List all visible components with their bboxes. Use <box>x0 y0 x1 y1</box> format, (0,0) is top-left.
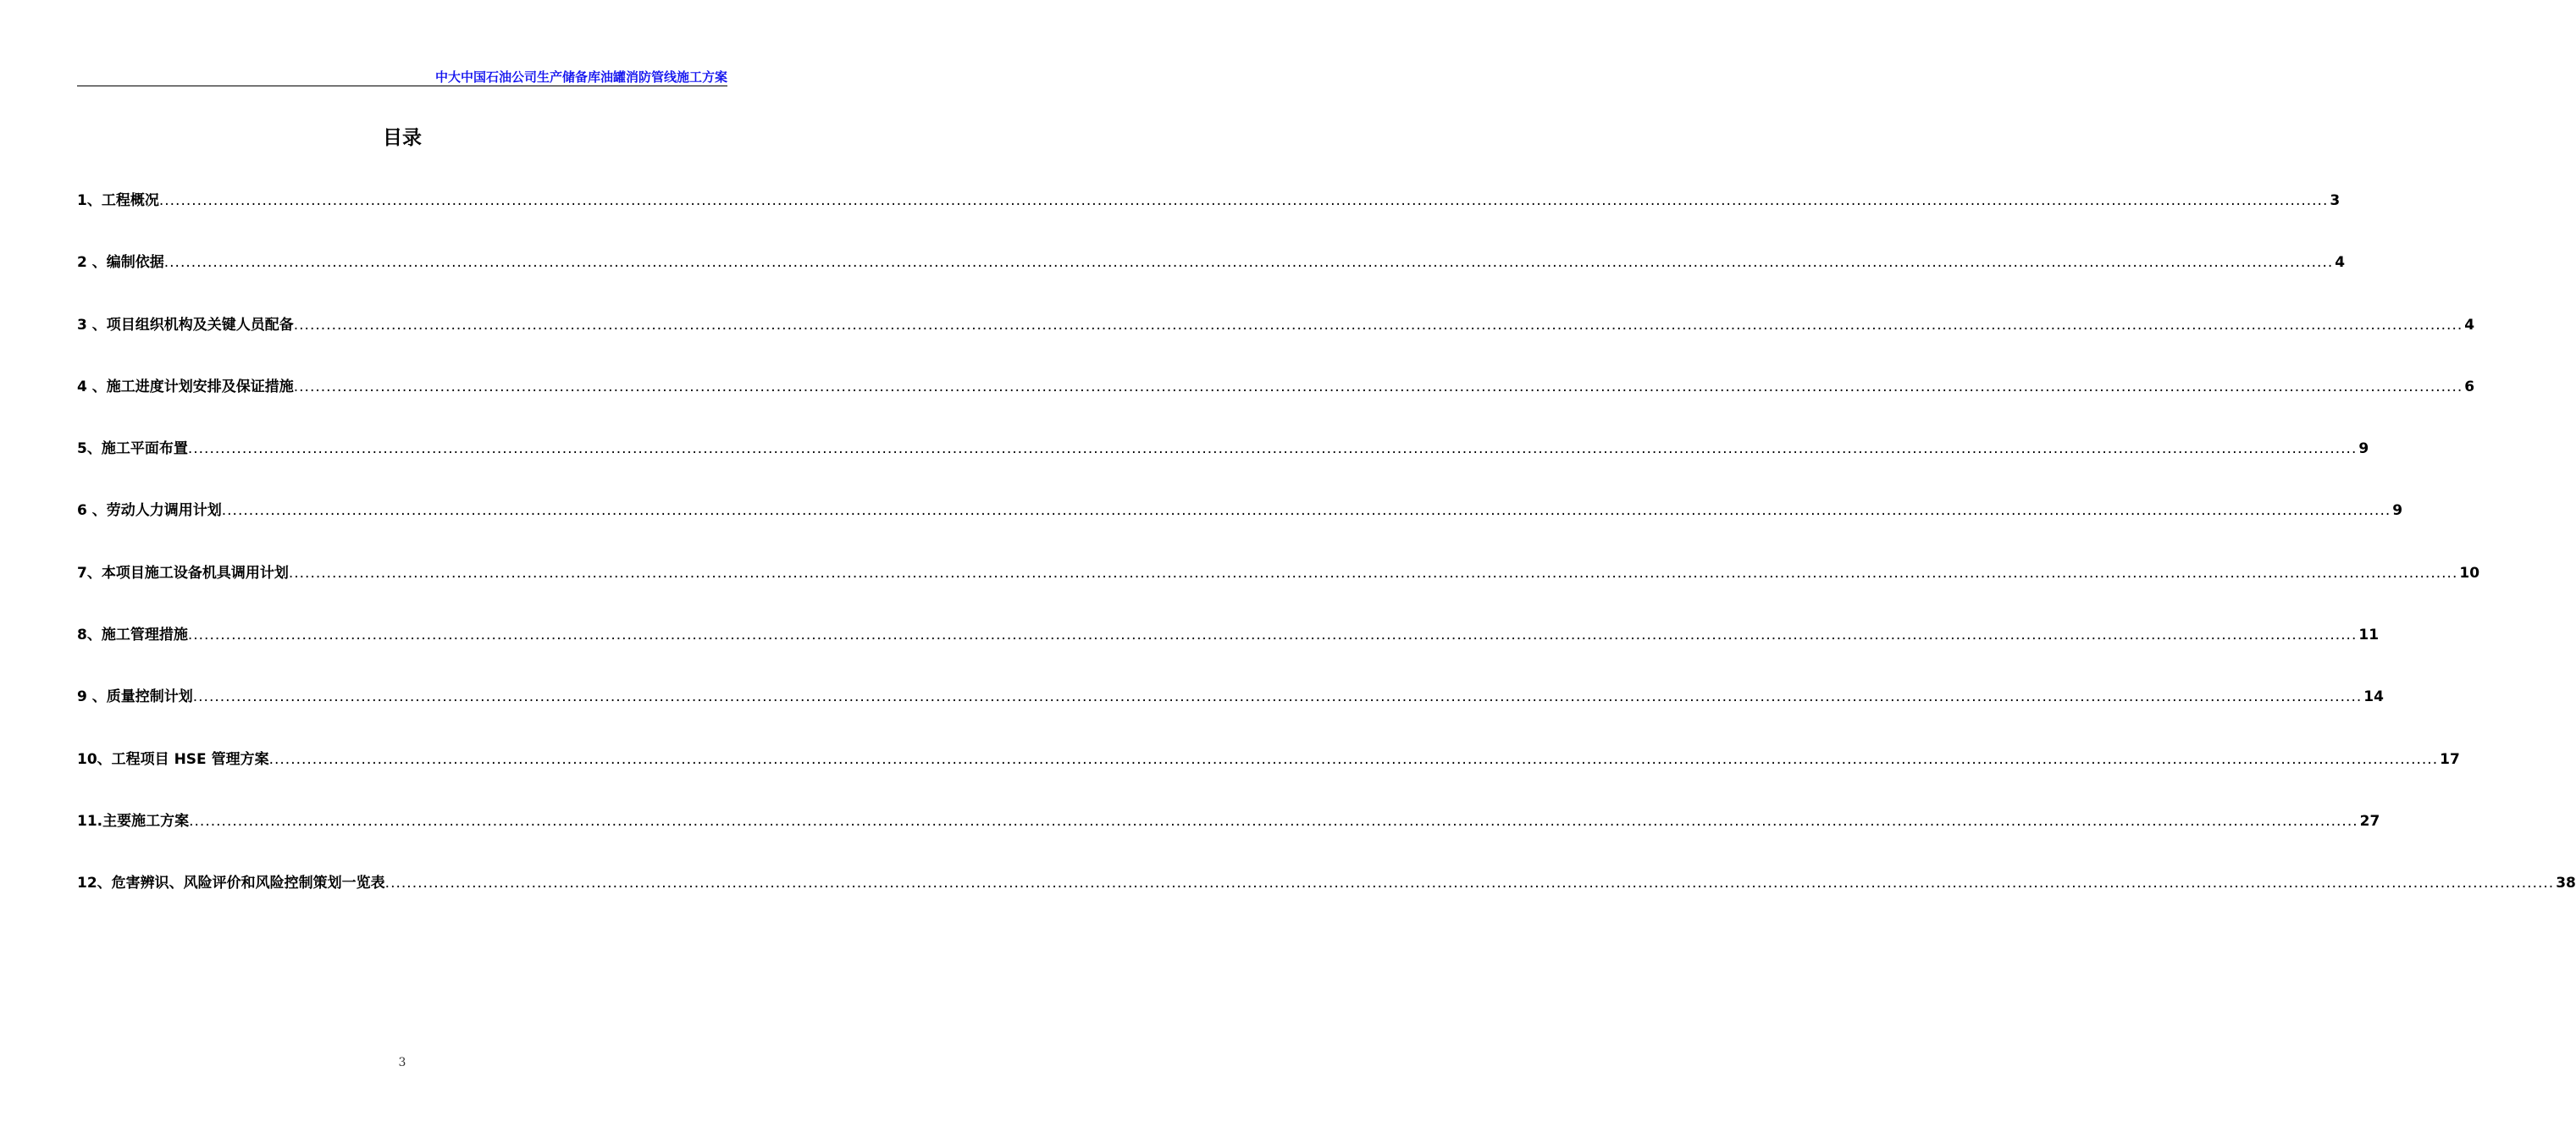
toc-entry-label: 7、本项目施工设备机具调用计划 <box>77 564 289 582</box>
toc-entry[interactable] <box>77 870 2576 932</box>
toc-entry-label: 9 、质量控制计划 <box>77 688 193 706</box>
toc-entry-label: 6 、劳动人力调用计划 <box>77 502 222 520</box>
toc-entry-page-number: 9 <box>2392 502 2403 520</box>
toc-entry[interactable] <box>77 312 2475 374</box>
toc-dot-leader: ................................................................................................................................................................................................................................................................................................................................................................................................................ <box>288 564 2458 582</box>
toc-title: 目录 <box>383 127 422 149</box>
toc-entry[interactable] <box>77 374 2475 436</box>
toc-list <box>77 188 2576 933</box>
toc-dot-leader: ................................................................................................................................................................................................................................................................................................................................................................................................................ <box>187 440 2358 458</box>
toc-entry[interactable] <box>77 622 2380 684</box>
toc-entry[interactable] <box>77 436 2369 498</box>
toc-entry-label: 12、危害辨识、风险评价和风险控制策划一览表 <box>77 875 385 892</box>
toc-entry[interactable] <box>77 250 2346 312</box>
toc-entry[interactable] <box>77 684 2384 746</box>
toc-entry[interactable] <box>77 498 2403 560</box>
toc-dot-leader: ................................................................................................................................................................................................................................................................................................................................................................................................................ <box>192 688 2363 706</box>
running-header-title: 中大中国石油公司生产储备库油罐消防管线施工方案 <box>434 69 727 85</box>
toc-entry-page-number: 4 <box>2464 316 2475 334</box>
toc-entry-page-number: 14 <box>2363 688 2384 706</box>
toc-dot-leader: ................................................................................................................................................................................................................................................................................................................................................................................................................ <box>189 812 2358 830</box>
toc-entry-label: 1、工程概况 <box>77 192 159 209</box>
toc-entry-page-number: 17 <box>2440 750 2460 768</box>
toc-entry-label: 2 、编制依据 <box>77 254 164 272</box>
toc-entry-page-number: 27 <box>2359 812 2380 830</box>
toc-entry-page-number: 4 <box>2335 254 2346 272</box>
toc-entry-page-number: 3 <box>2330 192 2341 209</box>
toc-dot-leader: ................................................................................................................................................................................................................................................................................................................................................................................................................ <box>268 750 2439 768</box>
toc-dot-leader: ................................................................................................................................................................................................................................................................................................................................................................................................................ <box>187 627 2358 644</box>
toc-dot-leader: ................................................................................................................................................................................................................................................................................................................................................................................................................ <box>221 502 2391 520</box>
toc-entry[interactable] <box>77 561 2480 622</box>
toc-entry-label: 8、施工管理措施 <box>77 627 188 644</box>
toc-dot-leader: ................................................................................................................................................................................................................................................................................................................................................................................................................ <box>293 316 2463 334</box>
toc-dot-leader: ................................................................................................................................................................................................................................................................................................................................................................................................................ <box>384 875 2555 892</box>
toc-entry[interactable] <box>77 188 2341 250</box>
page-number: 3 <box>398 1056 406 1069</box>
toc-entry-page-number: 6 <box>2464 378 2475 395</box>
toc-dot-leader: ................................................................................................................................................................................................................................................................................................................................................................................................................ <box>163 254 2334 272</box>
toc-entry[interactable] <box>77 809 2380 870</box>
toc-dot-leader: ................................................................................................................................................................................................................................................................................................................................................................................................................ <box>158 192 2329 209</box>
toc-entry-page-number: 10 <box>2459 564 2480 582</box>
toc-entry-label: 5、施工平面布置 <box>77 440 188 458</box>
toc-entry-label: 3 、项目组织机构及关键人员配备 <box>77 316 294 334</box>
toc-entry[interactable] <box>77 747 2460 809</box>
toc-entry-page-number: 9 <box>2358 440 2369 458</box>
toc-entry-label: 4 、施工进度计划安排及保证措施 <box>77 378 294 395</box>
toc-dot-leader: ................................................................................................................................................................................................................................................................................................................................................................................................................ <box>293 378 2463 395</box>
toc-entry-label: 11.主要施工方案 <box>77 812 190 830</box>
toc-entry-page-number: 38 <box>2556 875 2576 892</box>
toc-entry-page-number: 11 <box>2358 627 2380 644</box>
toc-entry-label: 10、工程项目 HSE 管理方案 <box>77 750 269 768</box>
